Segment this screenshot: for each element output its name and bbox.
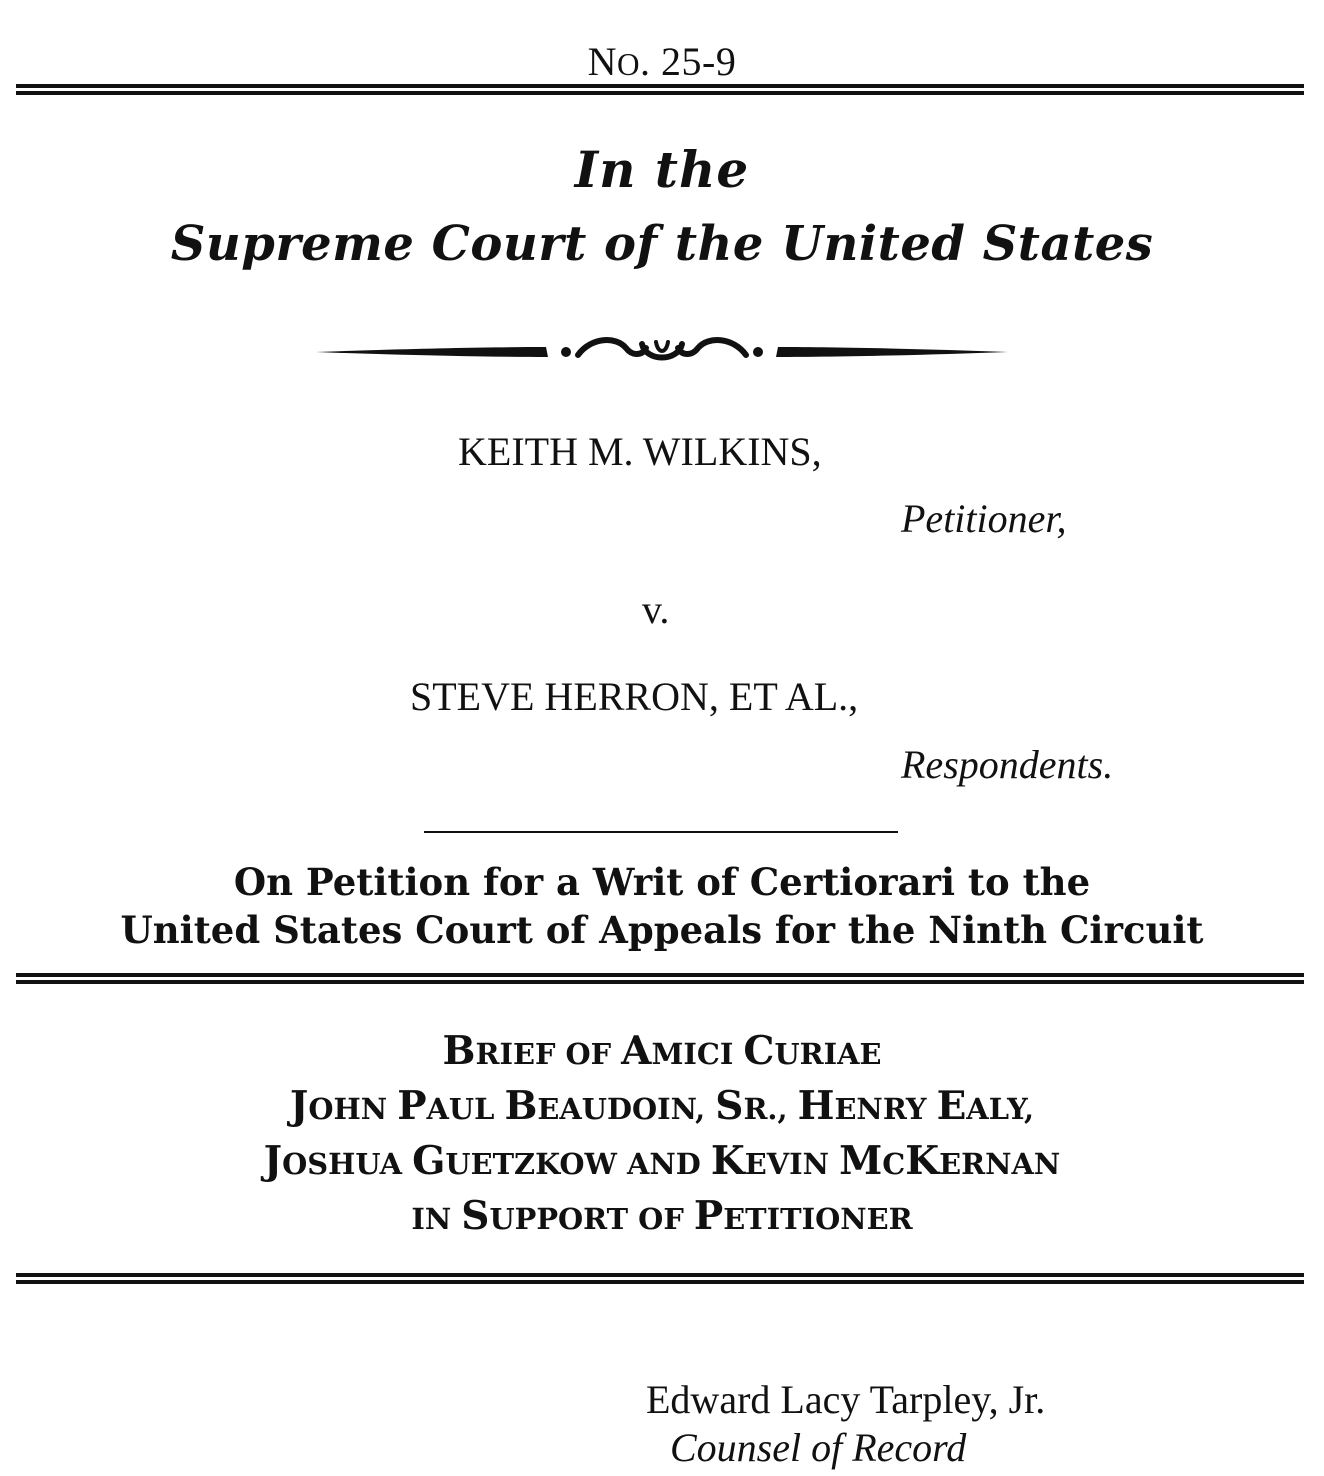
bottom-double-rule bbox=[16, 1273, 1304, 1284]
counsel-name: Edward Lacy Tarpley, Jr. bbox=[646, 1377, 1046, 1422]
petitioner-name: KEITH M. WILKINS, bbox=[458, 429, 822, 474]
docket-prefix-small-caps: O bbox=[617, 47, 641, 82]
docket-number bbox=[0, 38, 1324, 85]
respondent-role: Respondents. bbox=[901, 742, 1114, 787]
versus-label: v. bbox=[642, 587, 670, 632]
docket-number-value: . 25-9 bbox=[640, 39, 737, 84]
petition-line1: On Petition for a Writ of Certiorari to the bbox=[233, 860, 1091, 904]
brief-title bbox=[0, 1025, 1324, 1245]
petitioner-role: Petitioner, bbox=[901, 496, 1067, 541]
brief-title-line3: JOSHUA GUETZKOW AND KEVIN MCKERNAN bbox=[263, 1138, 1061, 1184]
petition-description bbox=[0, 858, 1324, 954]
short-divider-rule bbox=[424, 831, 898, 833]
brief-title-line1: BRIEF OF AMICI CURIAE bbox=[442, 1028, 882, 1074]
ornament-divider-icon bbox=[316, 322, 1008, 382]
counsel-role: Counsel of Record bbox=[670, 1425, 967, 1470]
court-heading-line1: In the bbox=[574, 140, 750, 199]
middle-double-rule bbox=[16, 973, 1304, 984]
respondent-name: STEVE HERRON, ET AL., bbox=[410, 674, 859, 719]
brief-title-line2: JOHN PAUL BEAUDOIN, SR., HENRY EALY, bbox=[289, 1083, 1035, 1129]
brief-title-line4: IN SUPPORT OF PETITIONER bbox=[411, 1193, 913, 1239]
top-double-rule bbox=[16, 84, 1304, 95]
court-heading-line2: Supreme Court of the United States bbox=[170, 216, 1154, 272]
docket-prefix: N bbox=[587, 39, 618, 84]
petition-line2: United States Court of Appeals for the Ninth Circuit bbox=[120, 908, 1204, 952]
